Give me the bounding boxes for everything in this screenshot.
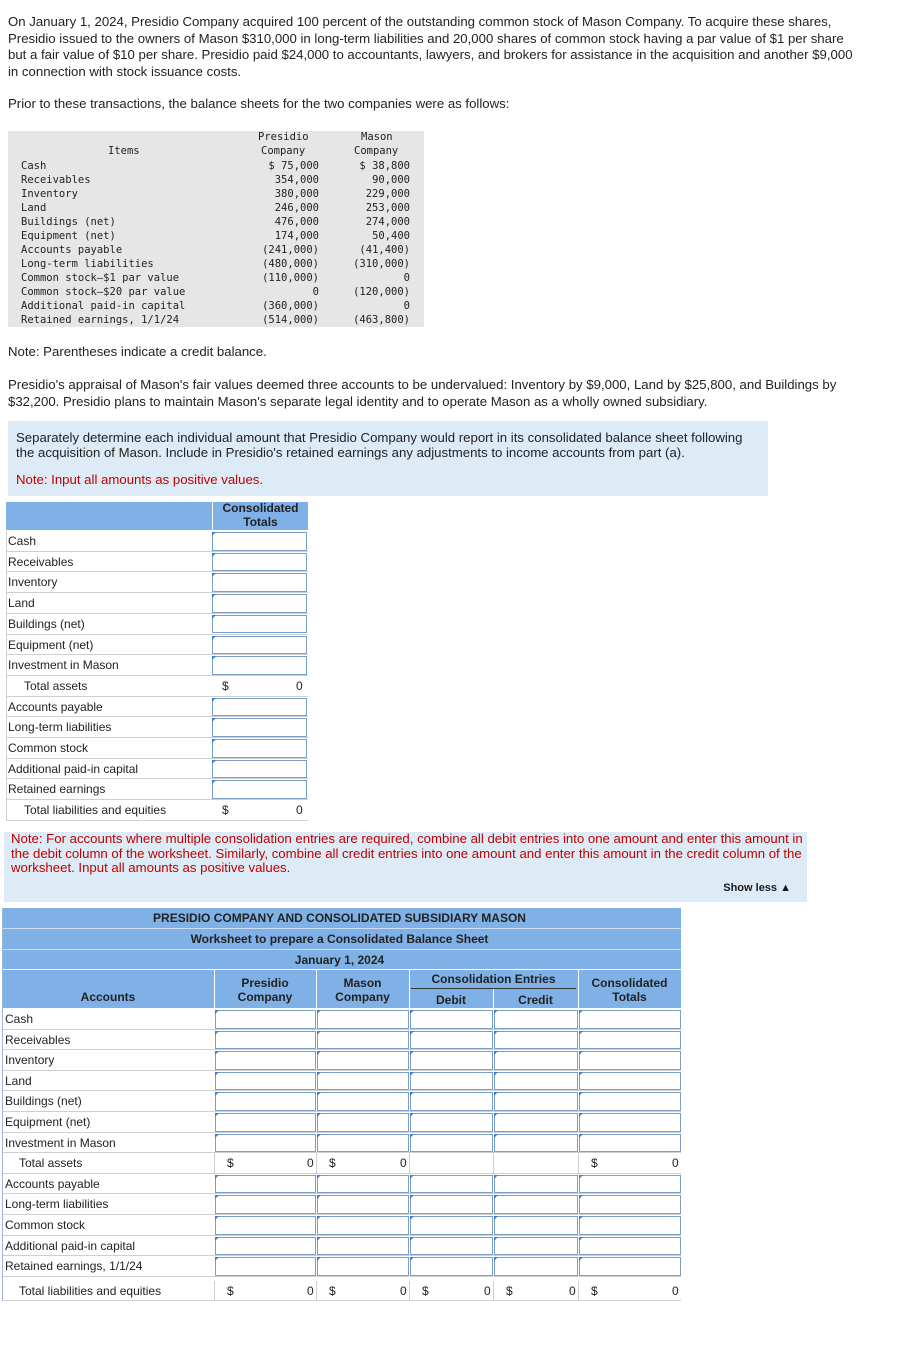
total-value: 0 xyxy=(296,678,303,693)
worksheet-input[interactable] xyxy=(317,1237,409,1256)
bs-presidio-value: 380,000 xyxy=(274,188,319,200)
consolidated-total-input[interactable] xyxy=(212,636,307,655)
part-a-instruction-text: Separately determine each individual amount that Presidio Company would report in its consolidated balance sheet following the acquisition of Mason. Include in Presidio's retained earnings any adjustments to income accounts from part (a). xyxy=(16,430,743,460)
consolidated-total-input[interactable] xyxy=(212,656,307,675)
account-label: Receivables xyxy=(8,554,74,569)
col-presidio-header: Presidio xyxy=(241,976,289,990)
account-label: Land xyxy=(5,1073,32,1088)
part-b-instructions xyxy=(4,832,807,902)
balance-sheet-row xyxy=(8,215,424,229)
bs-item: Common stock—$1 par value xyxy=(21,272,180,284)
balance-sheet-table xyxy=(8,131,424,327)
row-divider xyxy=(2,1029,681,1030)
table-left-border xyxy=(2,908,3,1301)
account-label: Cash xyxy=(5,1012,34,1026)
balance-sheet-row xyxy=(8,285,424,299)
account-label: Accounts payable xyxy=(8,699,103,714)
worksheet-input[interactable] xyxy=(494,1175,578,1194)
worksheet-input[interactable] xyxy=(579,1195,681,1214)
total-value: 0 xyxy=(400,1283,407,1298)
worksheet-input[interactable] xyxy=(317,1216,409,1235)
bs-mason-value: 0 xyxy=(403,272,410,284)
account-label: Retained earnings, 1/1/24 xyxy=(5,1259,143,1274)
bs-item: Inventory xyxy=(21,188,78,200)
account-label: Equipment (net) xyxy=(5,1115,91,1129)
cell-border xyxy=(493,1281,494,1302)
bs-presidio-value: (514,000) xyxy=(262,314,319,326)
worksheet-input[interactable] xyxy=(579,1134,681,1153)
bs-mason-value: 253,000 xyxy=(365,202,410,214)
bs-mason-value: (120,000) xyxy=(353,286,410,298)
cell-border xyxy=(316,1281,317,1302)
worksheet-input[interactable] xyxy=(215,1237,316,1256)
col-presidio-header-2: Company xyxy=(237,990,293,1004)
worksheet-input[interactable] xyxy=(579,1113,681,1132)
worksheet-input[interactable] xyxy=(215,1257,316,1276)
cell-border xyxy=(409,1281,410,1302)
worksheet-input[interactable] xyxy=(317,1092,409,1111)
header-mason-1: Mason xyxy=(361,131,393,143)
worksheet-input[interactable] xyxy=(410,1010,493,1029)
account-label: Cash xyxy=(8,534,37,548)
row-divider xyxy=(2,1070,681,1071)
worksheet-input[interactable] xyxy=(215,1092,316,1111)
balance-sheet-row xyxy=(8,173,424,187)
row-border xyxy=(6,800,7,821)
worksheet-input[interactable] xyxy=(579,1092,681,1111)
cell-border xyxy=(316,1153,317,1174)
row-divider xyxy=(2,1173,681,1174)
col-accounts-header: Accounts xyxy=(80,990,136,1004)
bs-item: Cash xyxy=(21,160,47,172)
worksheet-input[interactable] xyxy=(215,1195,316,1214)
account-label: Retained earnings xyxy=(8,782,106,797)
header-items: Items xyxy=(108,145,140,157)
row-border xyxy=(6,738,7,759)
currency-symbol: $ xyxy=(329,1283,336,1298)
worksheet-input[interactable] xyxy=(215,1010,316,1029)
account-label: Long-term liabilities xyxy=(5,1197,109,1212)
worksheet-input[interactable] xyxy=(317,1195,409,1214)
consolidated-total-input[interactable] xyxy=(212,718,307,737)
bs-presidio-value: (241,000) xyxy=(262,244,319,256)
account-label: Common stock xyxy=(5,1218,86,1232)
bs-presidio-value: (110,000) xyxy=(262,272,319,284)
header-line-2: Totals xyxy=(243,514,278,529)
account-label: Land xyxy=(8,596,35,611)
account-label: Equipment (net) xyxy=(8,637,94,652)
worksheet-input[interactable] xyxy=(317,1051,409,1070)
bs-mason-value: 229,000 xyxy=(365,188,410,200)
row-border xyxy=(6,655,7,676)
worksheet-input[interactable] xyxy=(410,1257,493,1276)
total-value: 0 xyxy=(672,1156,679,1171)
worksheet-input[interactable] xyxy=(317,1175,409,1194)
worksheet-input[interactable] xyxy=(317,1072,409,1091)
show-less-label: Show less xyxy=(723,882,778,894)
account-label: Common stock xyxy=(8,741,89,755)
worksheet-input[interactable] xyxy=(494,1092,578,1111)
worksheet-input[interactable] xyxy=(410,1092,493,1111)
currency-symbol: $ xyxy=(222,678,229,693)
worksheet-input[interactable] xyxy=(494,1216,578,1235)
balance-sheet-row xyxy=(8,159,424,173)
balance-sheet-row xyxy=(8,299,424,313)
currency-symbol: $ xyxy=(329,1156,336,1171)
balance-sheet-row xyxy=(8,243,424,257)
account-label: Buildings (net) xyxy=(5,1094,82,1109)
total-value: 0 xyxy=(307,1283,314,1298)
cell-border xyxy=(578,1281,579,1302)
balance-sheet-row xyxy=(8,271,424,285)
total-value: 0 xyxy=(400,1156,407,1171)
account-label: Additional paid-in capital xyxy=(5,1238,136,1253)
worksheet-input[interactable] xyxy=(215,1031,316,1050)
currency-symbol: $ xyxy=(422,1283,429,1298)
worksheet-input[interactable] xyxy=(579,1257,681,1276)
accounts-header xyxy=(6,502,212,530)
worksheet-input[interactable] xyxy=(317,1010,409,1029)
total-value: 0 xyxy=(569,1283,576,1298)
balance-sheet-row xyxy=(8,201,424,215)
bs-item: Retained earnings, 1/1/24 xyxy=(21,314,180,326)
consolidated-total-input[interactable] xyxy=(212,553,307,572)
bs-presidio-value: 0 xyxy=(312,286,319,298)
worksheet-input[interactable] xyxy=(410,1175,493,1194)
worksheet-input[interactable] xyxy=(410,1072,493,1091)
row-divider xyxy=(2,1049,681,1050)
worksheet-input[interactable] xyxy=(410,1216,493,1235)
col-mason-header: Mason xyxy=(343,976,382,990)
title-divider xyxy=(2,949,681,950)
part-a-note: Note: Input all amounts as positive values. xyxy=(16,472,264,487)
worksheet-input[interactable] xyxy=(317,1113,409,1132)
bs-item: Additional paid-in capital xyxy=(21,300,186,312)
worksheet-input[interactable] xyxy=(317,1031,409,1050)
worksheet-input[interactable] xyxy=(579,1051,681,1070)
cell-border xyxy=(214,1153,215,1174)
bs-item: Buildings (net) xyxy=(21,216,116,228)
cell-border xyxy=(409,1153,410,1174)
col-consolidated-header-2: Totals xyxy=(612,990,647,1004)
balance-sheet-intro: Prior to these transactions, the balance sheets for the two companies were as follows: xyxy=(8,96,510,111)
worksheet-input[interactable] xyxy=(494,1237,578,1256)
cell-border xyxy=(214,1281,215,1302)
bs-presidio-value: (480,000) xyxy=(262,258,319,270)
account-label: Accounts payable xyxy=(5,1176,100,1191)
worksheet-input[interactable] xyxy=(579,1216,681,1235)
worksheet-title: PRESIDIO COMPANY AND CONSOLIDATED SUBSIDIARY MASON xyxy=(153,911,526,925)
worksheet-input[interactable] xyxy=(215,1134,316,1153)
worksheet-input[interactable] xyxy=(317,1134,409,1153)
row-border xyxy=(6,531,7,552)
header-line-1: Consolidated xyxy=(222,501,299,515)
bs-presidio-value: 246,000 xyxy=(274,202,319,214)
account-label: Inventory xyxy=(8,575,58,590)
bs-mason-value: (463,800) xyxy=(353,314,410,326)
worksheet-input[interactable] xyxy=(215,1216,316,1235)
bs-presidio-value: 174,000 xyxy=(274,230,319,242)
bs-mason-value: (41,400) xyxy=(359,244,410,256)
worksheet-input[interactable] xyxy=(215,1051,316,1070)
col-mason-header-2: Company xyxy=(335,990,390,1004)
bs-mason-value: 274,000 xyxy=(365,216,410,228)
worksheet-input[interactable] xyxy=(494,1051,578,1070)
worksheet-subtitle: Worksheet to prepare a Consolidated Balance Sheet xyxy=(190,932,489,946)
balance-sheet-row xyxy=(8,229,424,243)
total-label: Total liabilities and equities xyxy=(19,1283,162,1298)
row-border xyxy=(6,614,7,635)
account-label: Receivables xyxy=(5,1032,71,1047)
consolidated-total-input[interactable] xyxy=(212,739,307,758)
worksheet-input[interactable] xyxy=(494,1031,578,1050)
account-label: Inventory xyxy=(5,1053,55,1068)
account-label: Buildings (net) xyxy=(8,616,85,631)
consolidated-total-input[interactable] xyxy=(212,594,307,613)
total-value: 0 xyxy=(672,1283,679,1298)
bs-item: Receivables xyxy=(21,174,91,186)
currency-symbol: $ xyxy=(506,1283,513,1298)
worksheet-input[interactable] xyxy=(494,1072,578,1091)
worksheet-input[interactable] xyxy=(215,1175,316,1194)
bs-mason-value: $ 38,800 xyxy=(359,160,410,172)
col-credit-header: Credit xyxy=(518,993,553,1007)
consolidated-total-input[interactable] xyxy=(212,760,307,779)
bs-mason-value: 90,000 xyxy=(372,174,410,186)
header-mason-2: Company xyxy=(354,145,399,157)
bs-item: Accounts payable xyxy=(21,244,123,256)
worksheet-input[interactable] xyxy=(579,1237,681,1256)
worksheet-input[interactable] xyxy=(410,1134,493,1153)
worksheet-input[interactable] xyxy=(494,1134,578,1153)
balance-sheet-row xyxy=(8,187,424,201)
cell-border xyxy=(493,1153,494,1174)
consolidated-total-input[interactable] xyxy=(212,698,307,717)
bs-presidio-value: 354,000 xyxy=(274,174,319,186)
row-border xyxy=(6,717,7,738)
consolidation-worksheet xyxy=(2,908,681,1306)
row-border xyxy=(6,779,7,800)
consolidated-totals-header xyxy=(213,502,308,530)
currency-symbol: $ xyxy=(227,1156,234,1171)
worksheet-input[interactable] xyxy=(579,1072,681,1091)
show-less-link[interactable] xyxy=(723,881,791,896)
problem-paragraph: On January 1, 2024, Presidio Company acquired 100 percent of the outstanding common stock of Mason Company. To acquire these shares, Presidio issued to the owners of Mason $310,000 in long-term liabilities and 20,000 shares of common stock having a par value of $1 per share but a fair value of $10 per share. Presidio paid $24,000 to accountants, lawyers, and brokers for assistance in the acquisition and another $9,000 in connection with stock issuance costs. xyxy=(8,14,853,79)
total-label: Total assets xyxy=(24,678,88,693)
row-border xyxy=(6,593,7,614)
bs-mason-value: 0 xyxy=(403,300,410,312)
header-presidio-1: Presidio xyxy=(258,131,309,143)
worksheet-input[interactable] xyxy=(215,1113,316,1132)
worksheet-input[interactable] xyxy=(410,1031,493,1050)
total-value: 0 xyxy=(296,803,303,818)
row-border xyxy=(6,759,7,780)
triangle-up-icon: ▲ xyxy=(780,882,791,894)
worksheet-date: January 1, 2024 xyxy=(294,953,385,967)
account-label: Long-term liabilities xyxy=(8,720,112,735)
bs-mason-value: (310,000) xyxy=(353,258,410,270)
bs-item: Land xyxy=(21,202,47,214)
account-label: Investment in Mason xyxy=(8,658,119,673)
worksheet-input[interactable] xyxy=(579,1175,681,1194)
part-b-note: Note: For accounts where multiple consolidation entries are required, combine all debit entries into one amount and enter this amount in the debit column of the worksheet. Similarly, combine all credit entries into one amount and enter this amount in the credit column of the worksheet. Input all amounts as positive values. xyxy=(11,831,803,875)
currency-symbol: $ xyxy=(227,1283,234,1298)
bs-presidio-value: $ 75,000 xyxy=(268,160,319,172)
bs-presidio-value: (360,000) xyxy=(262,300,319,312)
worksheet-input[interactable] xyxy=(410,1113,493,1132)
currency-symbol: $ xyxy=(222,803,229,818)
worksheet-input[interactable] xyxy=(494,1257,578,1276)
bs-item: Long-term liabilities xyxy=(21,258,154,270)
appraisal-paragraph: Presidio's appraisal of Mason's fair values deemed three accounts to be undervalued: Inventory by $9,000, Land by $25,800, and Buildings by $32,200. Presidio plans to maintain Mason's separate legal identity and to operate Mason as a wholly owned subsidiary. xyxy=(8,377,837,409)
balance-sheet-row xyxy=(8,313,424,327)
currency-symbol: $ xyxy=(591,1283,598,1298)
bs-mason-value: 50,400 xyxy=(372,230,410,242)
row-border xyxy=(6,572,7,593)
total-value: 0 xyxy=(484,1283,491,1298)
row-border xyxy=(6,697,7,718)
row-border xyxy=(6,635,7,656)
worksheet-input[interactable] xyxy=(579,1010,681,1029)
header-presidio-2: Company xyxy=(261,145,306,157)
consolidated-total-input[interactable] xyxy=(212,532,307,551)
credit-note: Note: Parentheses indicate a credit balance. xyxy=(8,344,267,359)
bs-item: Common stock—$20 par value xyxy=(21,286,186,298)
col-consolidated-header: Consolidated xyxy=(591,976,668,990)
col-consolidation-entries-header: Consolidation Entries xyxy=(431,972,556,986)
entries-underline xyxy=(411,988,576,989)
worksheet-input[interactable] xyxy=(494,1113,578,1132)
worksheet-input[interactable] xyxy=(410,1051,493,1070)
cell-border xyxy=(578,1153,579,1174)
worksheet-input[interactable] xyxy=(494,1195,578,1214)
col-debit-header: Debit xyxy=(436,993,466,1007)
worksheet-input[interactable] xyxy=(494,1010,578,1029)
worksheet-input[interactable] xyxy=(215,1072,316,1091)
account-label: Additional paid-in capital xyxy=(8,761,139,776)
part-a-instructions xyxy=(8,421,768,496)
consolidated-total-input[interactable] xyxy=(212,780,307,799)
bs-presidio-value: 476,000 xyxy=(274,216,319,228)
total-label: Total liabilities and equities xyxy=(24,803,167,818)
total-value: 0 xyxy=(307,1156,314,1171)
total-label: Total assets xyxy=(19,1156,83,1171)
account-label: Investment in Mason xyxy=(5,1135,116,1150)
row-divider xyxy=(2,1111,681,1112)
consolidated-total-input[interactable] xyxy=(212,573,307,592)
row-border xyxy=(6,676,7,697)
row-border xyxy=(6,552,7,573)
worksheet-input[interactable] xyxy=(410,1237,493,1256)
consolidated-total-input[interactable] xyxy=(212,615,307,634)
worksheet-input[interactable] xyxy=(317,1257,409,1276)
row-divider xyxy=(2,1090,681,1091)
title-divider xyxy=(2,928,681,929)
worksheet-input[interactable] xyxy=(579,1031,681,1050)
bs-item: Equipment (net) xyxy=(21,230,116,242)
worksheet-input[interactable] xyxy=(410,1195,493,1214)
currency-symbol: $ xyxy=(591,1156,598,1171)
balance-sheet-row xyxy=(8,257,424,271)
